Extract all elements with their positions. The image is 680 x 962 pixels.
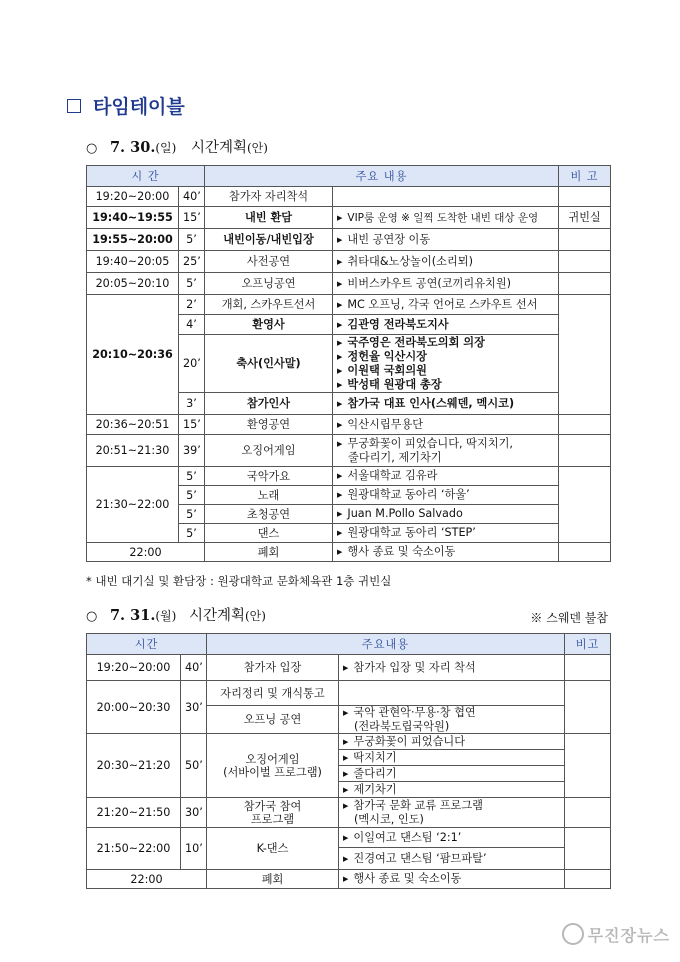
- table-row: [87, 467, 611, 486]
- note-cell: [559, 543, 611, 562]
- content-cell: ▶ 취타대&노상놀이(소리뫼): [333, 251, 559, 273]
- content-cell: ▶ Juan M.Pollo Salvado: [333, 505, 559, 524]
- table-row: [87, 435, 611, 467]
- table-row: [87, 251, 611, 273]
- triangle-bullet-icon: ▶: [337, 366, 343, 375]
- duration-cell: 5’: [179, 229, 205, 251]
- content-cell: ▶ 행사 종료 및 숙소이동: [333, 543, 559, 562]
- day2-timetable: [86, 633, 611, 889]
- note-cell: [559, 251, 611, 273]
- program-cell: 내빈 환담: [205, 207, 333, 229]
- note-cell: [559, 295, 611, 415]
- watermark: 무진장뉴스: [562, 923, 670, 946]
- day1-date: 7. 30.: [109, 139, 156, 156]
- table-row: [87, 798, 611, 828]
- time-cell: 21:20~21:50: [87, 798, 181, 828]
- program-cell: 자리정리 및 개식통고: [207, 681, 339, 706]
- watermark-logo-icon: [562, 923, 584, 945]
- time-cell: 21:30~22:00: [87, 467, 179, 543]
- triangle-bullet-icon: ▶: [337, 279, 343, 288]
- triangle-bullet-icon: ▶: [343, 833, 349, 842]
- footnote: * 내빈 대기실 및 환담장 : 원광대학교 문화체육관 1층 귀빈실: [86, 574, 392, 588]
- program-cell: 국악가요: [205, 467, 333, 486]
- triangle-bullet-icon: ▶: [343, 663, 349, 672]
- time-cell: 19:40~19:55: [87, 207, 179, 229]
- program-cell: 폐회: [205, 543, 333, 562]
- checkbox-square-icon: [67, 99, 81, 113]
- note-cell: [559, 229, 611, 251]
- program-cell: 내빈이동/내빈입장: [205, 229, 333, 251]
- program-cell: 폐회: [207, 870, 339, 889]
- day1-label: 시간계획: [190, 140, 247, 156]
- triangle-bullet-icon: ▶: [343, 802, 349, 810]
- table-row: [87, 295, 611, 315]
- day2-heading: [86, 604, 266, 625]
- content-cell: ▶ 내빈 공연장 이동: [333, 229, 559, 251]
- program-cell: 참가국 참여 프로그램: [207, 798, 339, 828]
- program-cell: K-댄스: [207, 828, 339, 870]
- day2-draft: (안): [244, 609, 266, 623]
- program-cell: 참가자 입장: [207, 655, 339, 681]
- program-cell: 개회, 스카우트선서: [205, 295, 333, 315]
- duration-cell: 50’: [181, 734, 207, 798]
- duration-cell: 40’: [181, 655, 207, 681]
- day1-timetable: [86, 165, 611, 562]
- duration-cell: 5’: [179, 486, 205, 505]
- header-time: 시간: [87, 634, 207, 655]
- triangle-bullet-icon: ▶: [337, 213, 343, 222]
- duration-cell: 5’: [179, 505, 205, 524]
- content-cell: ▶ MC 오프닝, 각국 언어로 스카우트 선서: [333, 295, 559, 315]
- header-note: 비 고: [559, 166, 611, 187]
- time-cell: 20:51~21:30: [87, 435, 179, 467]
- time-cell: 19:55~20:00: [87, 229, 179, 251]
- header-content: 주요내용: [207, 634, 565, 655]
- triangle-bullet-icon: ▶: [337, 491, 343, 499]
- program-cell: 환영공연: [205, 415, 333, 435]
- program-cell: 참가자 자리착석: [205, 187, 333, 207]
- triangle-bullet-icon: ▶: [337, 352, 343, 361]
- note-cell: [565, 870, 611, 889]
- duration-cell: 30’: [181, 798, 207, 828]
- note-cell: [559, 187, 611, 207]
- program-cell: 사전공연: [205, 251, 333, 273]
- triangle-bullet-icon: ▶: [343, 785, 349, 794]
- program-cell: 오프닝공연: [205, 273, 333, 295]
- note-cell: [559, 467, 611, 543]
- time-cell: 20:00~20:30: [87, 681, 181, 734]
- content-cell: ▶ 행사 종료 및 숙소이동: [339, 870, 565, 889]
- table-row: [87, 543, 611, 562]
- content-cell: ▶ 서울대학교 김유라: [333, 467, 559, 486]
- header-content: 주요 내용: [205, 166, 559, 187]
- note-cell: [565, 681, 611, 734]
- note-cell: [559, 273, 611, 295]
- content-cell: ▶ 참가국 대표 인사(스웨덴, 멕시코): [333, 393, 559, 415]
- content-cell: ▶ 줄다리기: [339, 766, 565, 782]
- duration-cell: 5’: [179, 273, 205, 295]
- duration-cell: 10’: [181, 828, 207, 870]
- time-cell: 19:20~20:00: [87, 187, 179, 207]
- content-cell: ▶ 원광대학교 동아리 ‘하울’: [333, 486, 559, 505]
- content-cell: [339, 681, 565, 706]
- triangle-bullet-icon: ▶: [337, 235, 343, 244]
- table-row: [87, 415, 611, 435]
- triangle-bullet-icon: ▶: [337, 338, 343, 347]
- program-cell: 초청공연: [205, 505, 333, 524]
- program-cell: 오징어게임: [205, 435, 333, 467]
- duration-cell: 5’: [179, 524, 205, 543]
- day1-heading: [86, 136, 268, 157]
- time-cell: 21:50~22:00: [87, 828, 181, 870]
- triangle-bullet-icon: ▶: [337, 440, 343, 448]
- content-cell: ▶ 딱지치기: [339, 750, 565, 766]
- circle-bullet-icon: ○: [86, 609, 98, 624]
- program-cell: 참가인사: [205, 393, 333, 415]
- note-cell: [565, 655, 611, 681]
- triangle-bullet-icon: ▶: [337, 257, 343, 266]
- content-cell: ▶ 무궁화꽃이 피었습니다, 딱지치기, 줄다리기, 제기차기: [333, 435, 559, 467]
- duration-cell: 20’: [179, 335, 205, 393]
- table-row: [87, 681, 611, 706]
- time-cell: 20:10~20:36: [87, 295, 179, 415]
- note-cell: [565, 798, 611, 828]
- content-cell: ▶ 국주영은 전라북도의회 의장 ▶ 정헌율 익산시장 ▶ 이원택 국회의원 ▶ 박성태 원광대 총장: [333, 335, 559, 393]
- program-cell: 오징어게임 (서바이벌 프로그램): [207, 734, 339, 798]
- content-cell: ▶ 참가자 입장 및 자리 착석: [339, 655, 565, 681]
- content-cell: ▶ 국악 관현악·무용·창 협연 (전라북도립국악원): [339, 706, 565, 734]
- day1-draft: (안): [246, 141, 268, 155]
- duration-cell: 25’: [179, 251, 205, 273]
- content-cell: [333, 187, 559, 207]
- day2-weekday: (월): [155, 609, 177, 623]
- triangle-bullet-icon: ▶: [343, 737, 349, 746]
- note-cell: [565, 734, 611, 798]
- day2-label: 시간계획: [188, 608, 245, 624]
- duration-cell: 4’: [179, 315, 205, 335]
- program-cell: 오프닝 공연: [207, 706, 339, 734]
- content-cell: ▶ 비버스카우트 공연(코끼리유치원): [333, 273, 559, 295]
- triangle-bullet-icon: ▶: [337, 420, 343, 429]
- time-cell: 20:05~20:10: [87, 273, 179, 295]
- table-row: [87, 207, 611, 229]
- duration-cell: 39’: [179, 435, 205, 467]
- triangle-bullet-icon: ▶: [337, 529, 343, 537]
- time-cell: 20:36~20:51: [87, 415, 179, 435]
- triangle-bullet-icon: ▶: [343, 875, 349, 883]
- triangle-bullet-icon: ▶: [337, 380, 343, 389]
- triangle-bullet-icon: ▶: [337, 399, 343, 408]
- content-cell: ▶ 익산시립무용단: [333, 415, 559, 435]
- time-cell: 19:40~20:05: [87, 251, 179, 273]
- triangle-bullet-icon: ▶: [343, 769, 349, 778]
- duration-cell: 30’: [181, 681, 207, 734]
- note-cell: [565, 828, 611, 870]
- triangle-bullet-icon: ▶: [337, 320, 343, 329]
- note-cell: 귀빈실: [559, 207, 611, 229]
- page-title: [67, 92, 185, 119]
- time-cell: 20:30~21:20: [87, 734, 181, 798]
- time-cell: 22:00: [87, 870, 207, 889]
- content-cell: ▶ 원광대학교 동아리 ‘STEP’: [333, 524, 559, 543]
- sweden-absent-note: ※ 스웨덴 불참: [530, 611, 608, 625]
- triangle-bullet-icon: ▶: [337, 510, 343, 518]
- program-cell: 노래: [205, 486, 333, 505]
- duration-cell: 5’: [179, 467, 205, 486]
- duration-cell: 3’: [179, 393, 205, 415]
- content-cell: ▶ 김관영 전라북도지사: [333, 315, 559, 335]
- triangle-bullet-icon: ▶: [337, 472, 343, 480]
- table-row: [87, 229, 611, 251]
- content-cell: ▶ 이일여고 댄스팀 ‘2:1’: [339, 828, 565, 848]
- triangle-bullet-icon: ▶: [337, 548, 343, 556]
- duration-cell: 15’: [179, 415, 205, 435]
- day1-weekday: (일): [155, 141, 177, 155]
- circle-bullet-icon: ○: [86, 141, 98, 156]
- duration-cell: 15’: [179, 207, 205, 229]
- triangle-bullet-icon: ▶: [343, 753, 349, 762]
- duration-cell: 2’: [179, 295, 205, 315]
- content-cell: ▶ VIP룸 운영 ※ 일찍 도착한 내빈 대상 운영: [333, 207, 559, 229]
- content-cell: ▶ 제기차기: [339, 782, 565, 798]
- page-title-text: 타임테이블: [93, 96, 185, 118]
- triangle-bullet-icon: ▶: [343, 709, 349, 717]
- time-cell: 19:20~20:00: [87, 655, 181, 681]
- day2-date: 7. 31.: [109, 607, 156, 624]
- table-row: [87, 828, 611, 848]
- table-row: [87, 187, 611, 207]
- content-cell: ▶ 무궁화꽃이 피었습니다: [339, 734, 565, 750]
- note-cell: [559, 435, 611, 467]
- header-note: 비고: [565, 634, 611, 655]
- triangle-bullet-icon: ▶: [337, 300, 343, 309]
- table-row: [87, 655, 611, 681]
- program-cell: 댄스: [205, 524, 333, 543]
- table-row: [87, 273, 611, 295]
- content-cell: ▶ 참가국 문화 교류 프로그램 (멕시코, 인도): [339, 798, 565, 828]
- program-cell: 축사(인사말): [205, 335, 333, 393]
- table-row: [87, 870, 611, 889]
- program-cell: 환영사: [205, 315, 333, 335]
- table-row: [87, 734, 611, 750]
- time-cell: 22:00: [87, 543, 205, 562]
- triangle-bullet-icon: ▶: [343, 854, 349, 863]
- note-cell: [559, 415, 611, 435]
- duration-cell: 40’: [179, 187, 205, 207]
- content-cell: ▶ 진경여고 댄스팀 ‘팜므파탈’: [339, 848, 565, 870]
- header-time: 시 간: [87, 166, 205, 187]
